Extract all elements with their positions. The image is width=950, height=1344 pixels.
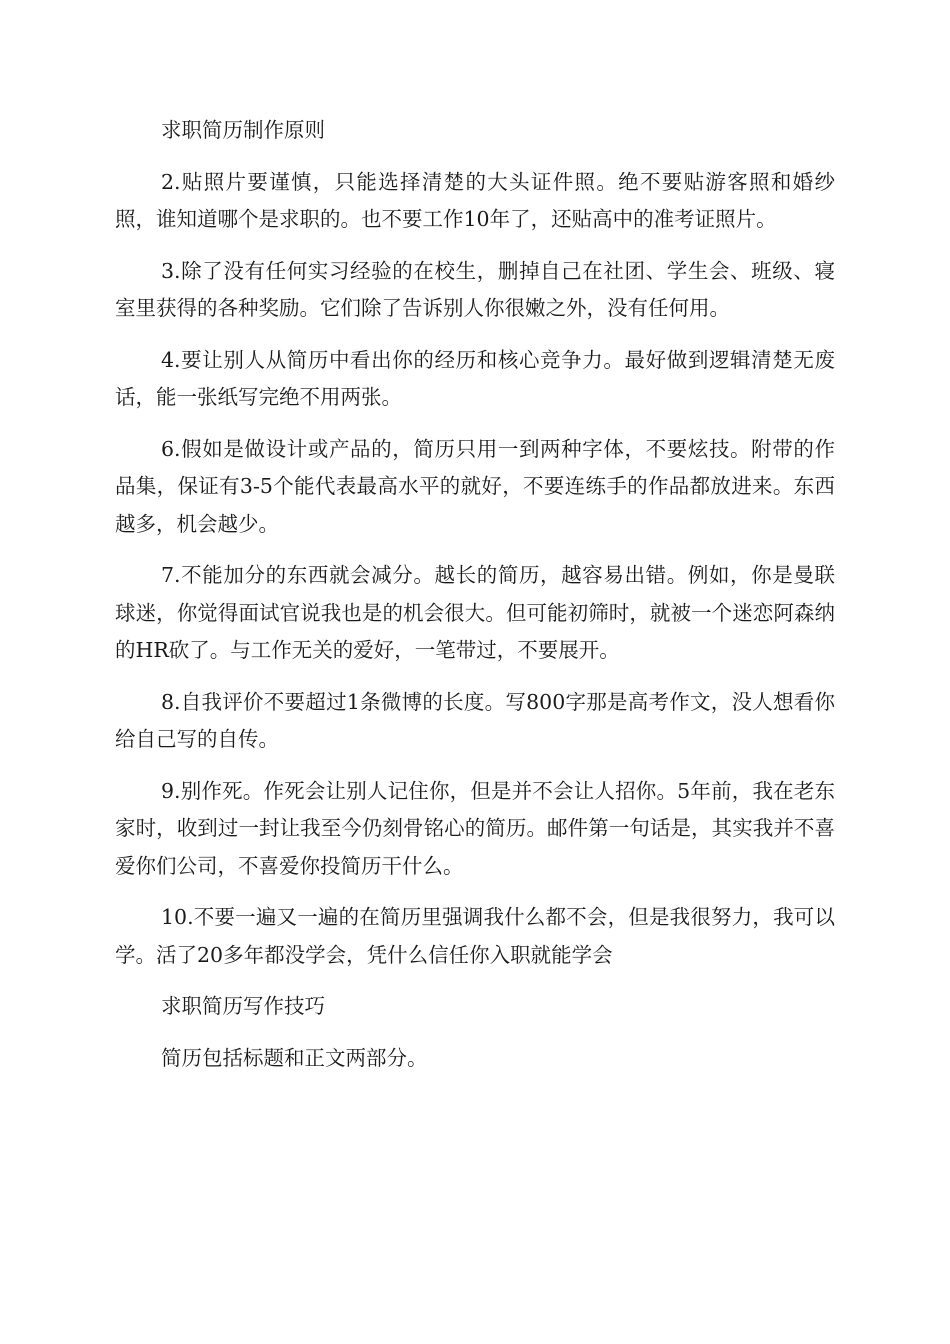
paragraph-item-9: 9.别作死。作死会让别人记住你，但是并不会让人招你。5年前，我在老东家时，收到过一封让我至今仍刻骨铭心的简历。邮件第一句话是，其实我并不喜爱你们公司，不喜爱你投简历干什么。 xyxy=(115,778,835,878)
paragraph-item-8: 8.自我评价不要超过1条微博的长度。写800字那是高考作文，没人想看你给自己写的自传。 xyxy=(115,689,835,751)
paragraph-item-7: 7.不能加分的东西就会减分。越长的简历，越容易出错。例如，你是曼联球迷，你觉得面试官说我也是的机会很大。但可能初筛时，就被一个迷恋阿森纳的HR砍了。与工作无关的爱好，一笔带过，不要展开。 xyxy=(115,563,835,662)
paragraph-item-2: 2.贴照片要谨慎，只能选择清楚的大头证件照。绝不要贴游客照和婚纱照，谁知道哪个是求职的。也不要工作10年了，还贴高中的准考证照片。 xyxy=(115,169,835,231)
paragraph-item-3: 3.除了没有任何实习经验的在校生，删掉自己在社团、学生会、班级、寝室里获得的各种奖励。它们除了告诉别人你很嫩之外，没有任何用。 xyxy=(115,258,835,320)
paragraph-item-4: 4.要让别人从简历中看出你的经历和核心竞争力。最好做到逻辑清楚无废话，能一张纸写完绝不用两张。 xyxy=(115,347,835,409)
document-page xyxy=(115,112,835,1091)
paragraph-item-10: 10.不要一遍又一遍的在简历里强调我什么都不会，但是我很努力，我可以学。活了20多年都没学会，凭什么信任你入职就能学会 xyxy=(115,905,835,967)
paragraph-closing: 简历包括标题和正文两部分。 xyxy=(161,1045,428,1070)
paragraph-item-6: 6.假如是做设计或产品的，简历只用一到两种字体，不要炫技。附带的作品集，保证有3-5个能代表最高水平的就好，不要连练手的作品都放进来。东西越多，机会越少。 xyxy=(115,436,835,536)
section-heading-tips: 求职简历写作技巧 xyxy=(161,994,325,1018)
section-heading-principles: 求职简历制作原则 xyxy=(161,118,325,142)
